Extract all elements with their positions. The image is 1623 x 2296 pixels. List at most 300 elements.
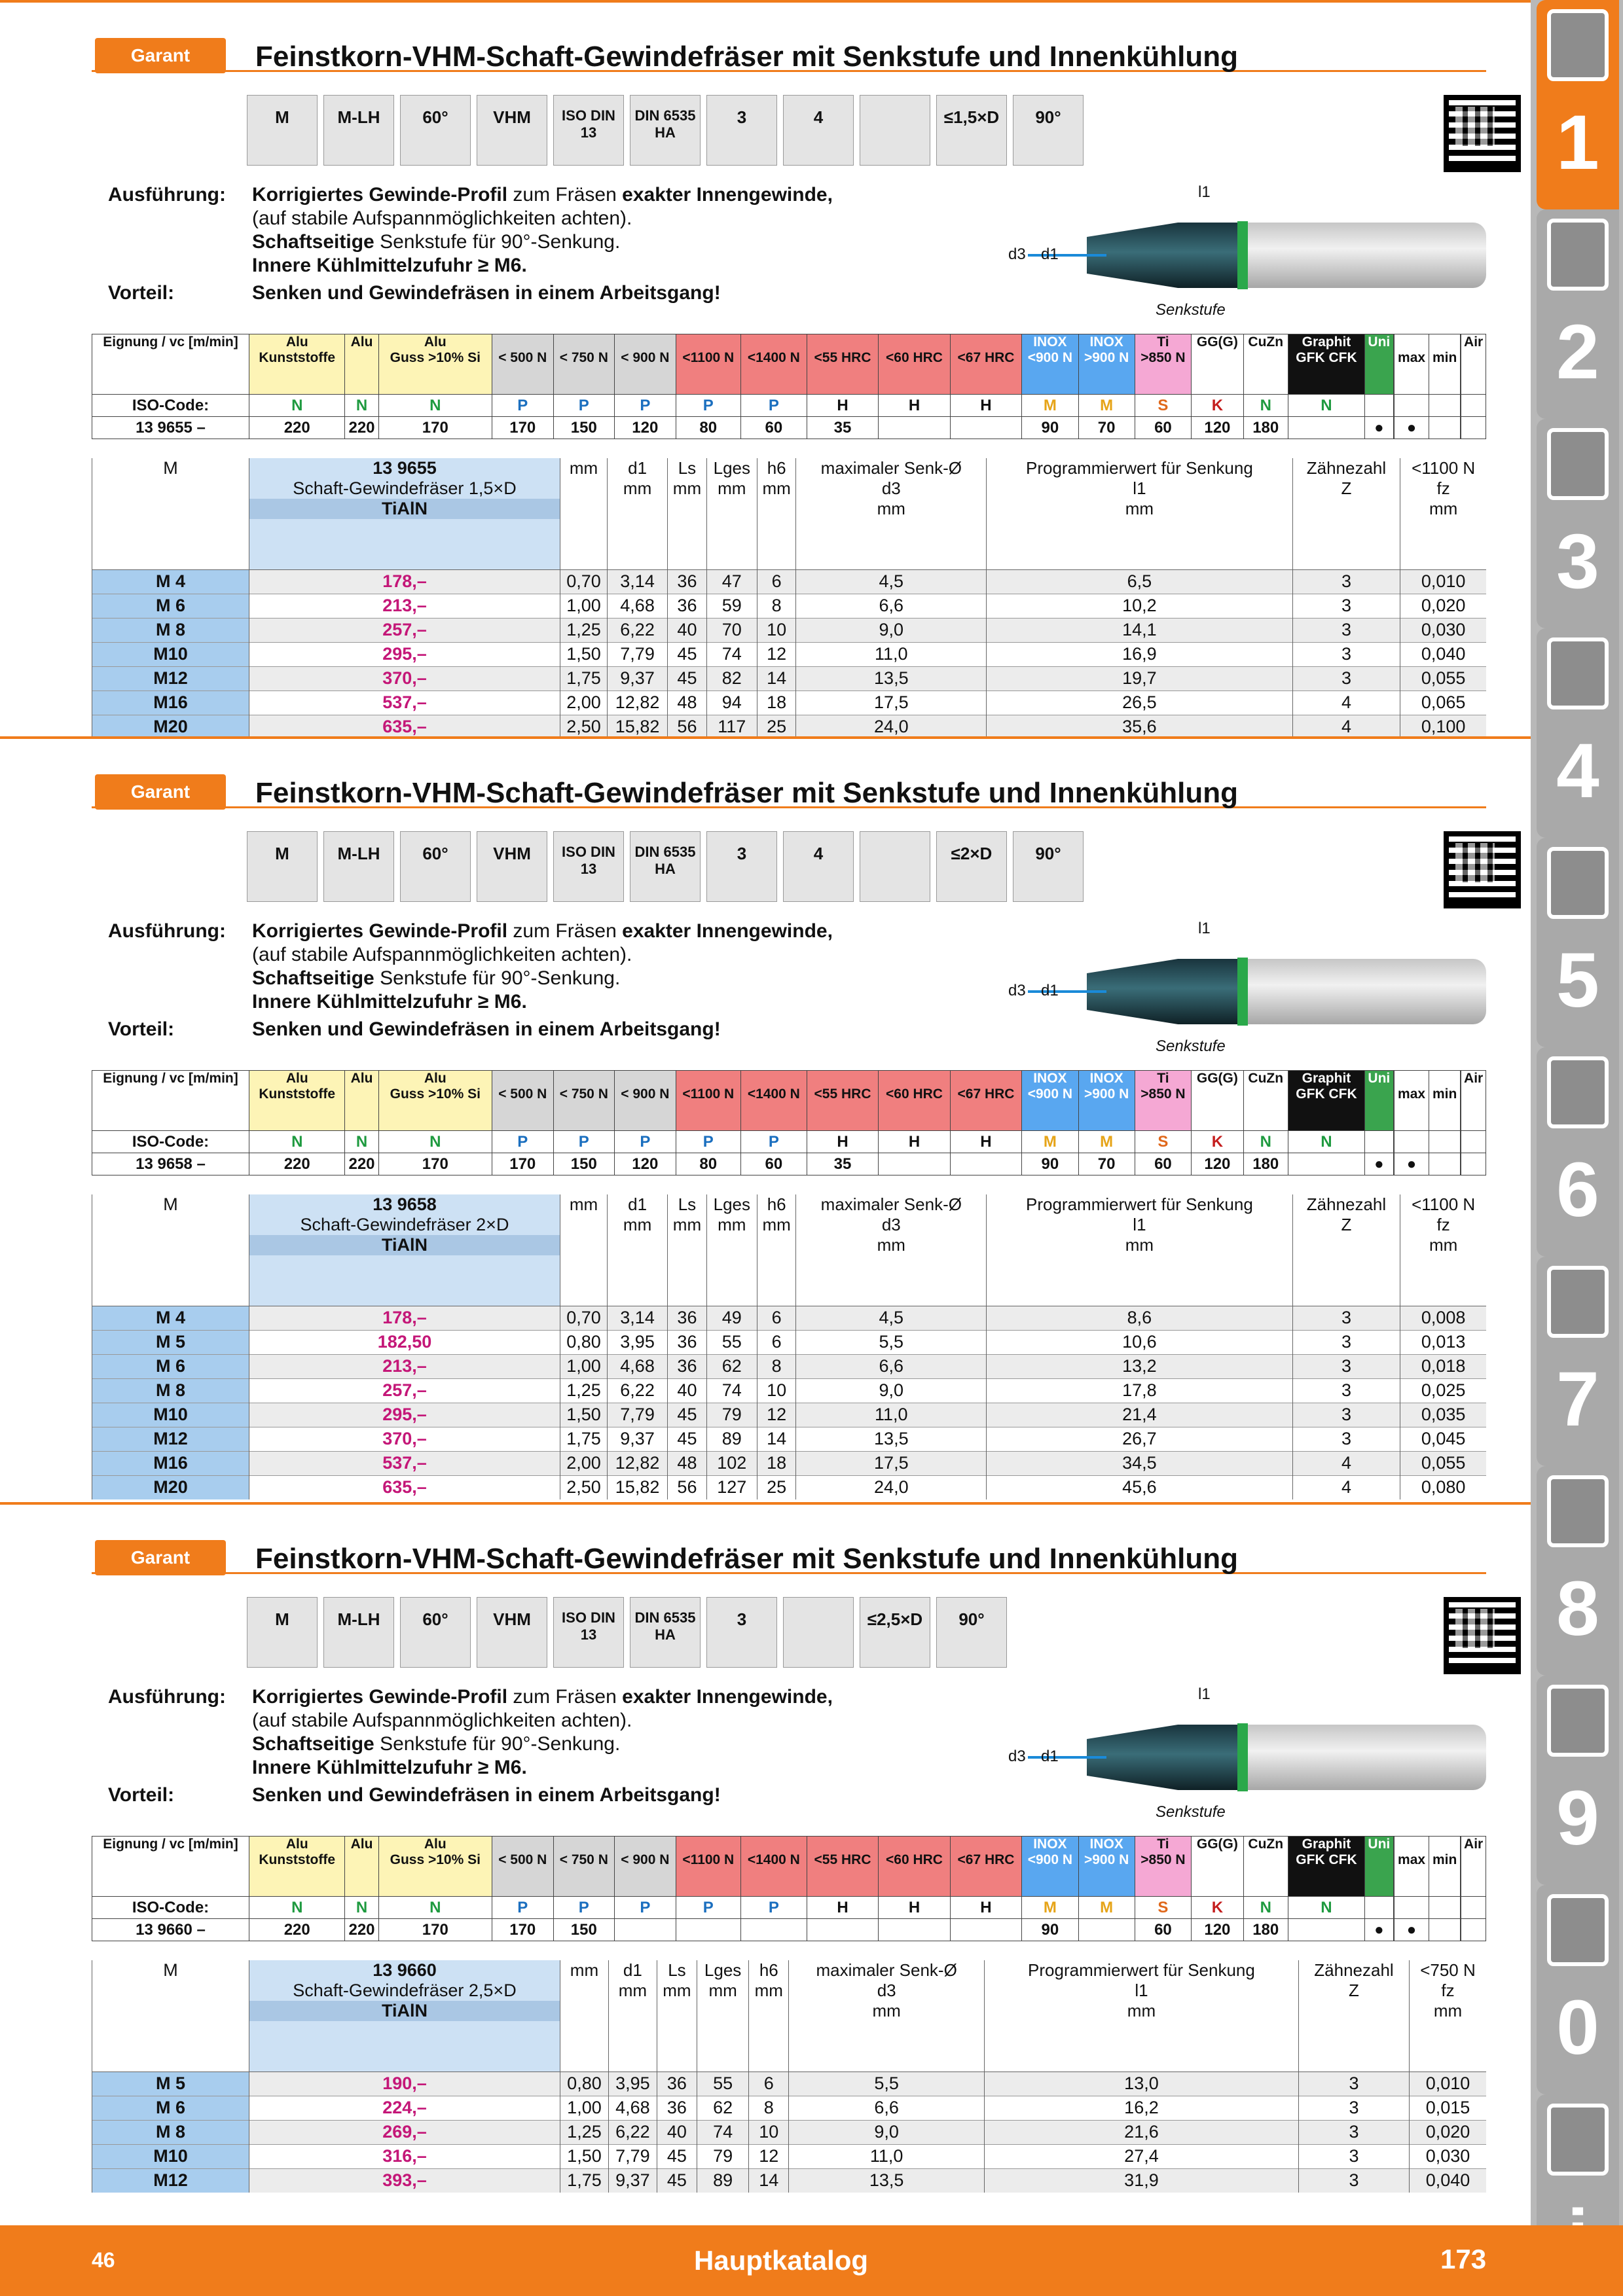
column-header: maximaler Senk-Ø d3 mm [796, 458, 987, 569]
tool-ring [1237, 221, 1248, 289]
four-flutes-icon: 4 [783, 95, 854, 166]
material-cell: Alu [345, 1071, 378, 1131]
iso-code: P [740, 1131, 807, 1153]
thread-size: M 6 [92, 1354, 249, 1378]
value-cell: 3 [1299, 2096, 1410, 2120]
value-cell: 6 [757, 1330, 796, 1354]
value-cell: 8 [757, 594, 796, 618]
material-row [92, 334, 1486, 395]
value-cell: 49 [706, 1306, 757, 1330]
column-header: h6 mm [757, 1194, 796, 1306]
value-cell: 3 [1292, 1427, 1400, 1451]
value-cell: 8 [757, 1354, 796, 1378]
d3-label: d3 [1008, 982, 1026, 999]
value-cell: 0,020 [1409, 2120, 1486, 2144]
chapter-number: 9 [1556, 1775, 1599, 1861]
vc-value: 220 [345, 417, 378, 439]
material-cell: < 500 N [492, 1071, 554, 1131]
vc-value [1288, 1919, 1364, 1941]
tool-drawing [989, 913, 1493, 1055]
senkstufe-label: Senkstufe [1156, 301, 1226, 319]
vc-value: 220 [249, 1919, 345, 1941]
thread-size: M 6 [92, 2096, 249, 2120]
din-6535-icon: DIN 6535 HA [630, 831, 701, 902]
iso-code: H [879, 1897, 950, 1919]
price[interactable]: 370,– [249, 666, 560, 691]
chapter-tab-0[interactable] [1537, 1885, 1619, 2094]
table-row [92, 1378, 1487, 1403]
column-header: Lges mm [706, 458, 757, 569]
value-cell: 13,5 [796, 1427, 987, 1451]
section-header [92, 1509, 1486, 1574]
vc-value: 180 [1243, 1153, 1288, 1175]
material-cell: Air [1461, 1837, 1486, 1897]
qr-code[interactable] [1444, 95, 1521, 172]
thread-size: M 8 [92, 1378, 249, 1403]
article-cell[interactable] [249, 1194, 560, 1306]
column-header: mm [560, 458, 608, 569]
chapter-number: 1 [1556, 99, 1599, 186]
value-cell: 70 [706, 618, 757, 642]
column-header: Zähnezahl Z [1292, 458, 1400, 569]
material-cell: Alu Kunststoffe [249, 334, 345, 395]
value-cell: 102 [706, 1451, 757, 1475]
value-cell: 13,0 [984, 2072, 1298, 2096]
table-row [92, 1427, 1487, 1451]
price[interactable]: 370,– [249, 1427, 560, 1451]
price[interactable]: 295,– [249, 642, 560, 666]
value-cell: 31,9 [984, 2168, 1298, 2193]
price[interactable]: 224,– [249, 2096, 560, 2120]
column-header: d1 mm [607, 458, 667, 569]
table-row [92, 642, 1487, 666]
iso-code: N [1288, 1897, 1364, 1919]
value-cell: 89 [697, 2168, 749, 2193]
iso-code: N [345, 1131, 378, 1153]
material-cell: Graphit GFK CFK [1288, 1071, 1364, 1131]
vc-value [676, 1919, 740, 1941]
iso-code: N [1243, 1897, 1288, 1919]
material-cell: Alu [345, 334, 378, 395]
vc-value: 120 [615, 1153, 676, 1175]
value-cell: 0,040 [1409, 2168, 1486, 2193]
table-row [92, 1330, 1487, 1354]
chapter-icon [1547, 1685, 1609, 1757]
price[interactable]: 316,– [249, 2144, 560, 2168]
value-cell: 3 [1292, 642, 1400, 666]
column-header: <1100 N fz mm [1400, 1194, 1486, 1306]
value-cell: 19,7 [987, 666, 1293, 691]
value-cell: 10 [757, 618, 796, 642]
value-cell: 21,4 [987, 1403, 1293, 1427]
chapter-tab-2[interactable] [1537, 209, 1619, 419]
iso-code: P [676, 1131, 740, 1153]
material-cell: Ti >850 N [1135, 1837, 1191, 1897]
vc-value: ● [1394, 1919, 1429, 1941]
angle-60-icon: 60° [400, 95, 471, 166]
iso-code: H [807, 395, 878, 417]
value-cell: 0,055 [1400, 666, 1486, 691]
thread-size: M20 [92, 1475, 249, 1499]
ausfuehrung-text: Korrigiertes Gewinde-Profil zum Fräsen exakter Innengewinde, (auf stabile Aufspannmöglichkeiten achten). Schaftseitige Senkstufe für 90°-Senkung. Innere Kühlmittelzufuhr ≥ M6. [252, 920, 833, 1013]
value-cell: 6 [749, 2072, 789, 2096]
iso-code [1461, 395, 1486, 417]
table-row [92, 2144, 1487, 2168]
iso-code: H [879, 1131, 950, 1153]
tool-drawing [989, 177, 1493, 319]
value-cell: 0,045 [1400, 1427, 1486, 1451]
price[interactable]: 182,50 [249, 1330, 560, 1354]
suitability-table [92, 1070, 1486, 1175]
material-cell: GG(G) [1192, 334, 1244, 395]
col-m: M [92, 458, 249, 569]
vc-value: 220 [249, 417, 345, 439]
column-header: h6 mm [749, 1960, 789, 2072]
value-cell: 10,6 [987, 1330, 1293, 1354]
vc-value: ● [1394, 417, 1429, 439]
column-header: <750 N fz mm [1409, 1960, 1486, 2072]
iso-code: M [1078, 395, 1135, 417]
value-cell: 5,5 [789, 2072, 985, 2096]
vc-value: 150 [553, 1919, 615, 1941]
article-number: 13 9658 [373, 1194, 437, 1214]
material-cell: Uni [1365, 1071, 1393, 1131]
table-row [92, 1451, 1487, 1475]
material-cell: <1400 N [740, 1837, 807, 1897]
value-cell: 13,5 [796, 666, 987, 691]
chapter-tab-1[interactable] [1537, 0, 1619, 209]
value-cell: 2,00 [560, 1451, 608, 1475]
vorteil-text: Senken und Gewindefräsen in einem Arbeitsgang! [252, 1018, 721, 1040]
chapter-tab-9[interactable] [1537, 1676, 1619, 1885]
thread-m-icon: M [247, 95, 318, 166]
price[interactable]: 269,– [249, 2120, 560, 2144]
three-flutes-icon: 3 [706, 831, 777, 902]
value-cell: 0,030 [1400, 618, 1486, 642]
iso-code: H [950, 1897, 1021, 1919]
value-cell: 4 [1292, 715, 1400, 739]
thread-size: M 5 [92, 1330, 249, 1354]
value-cell: 9,37 [608, 2168, 657, 2193]
material-cell: <55 HRC [807, 1837, 878, 1897]
article-name: Schaft-Gewindefräser 2×D [300, 1215, 509, 1234]
material-cell: GG(G) [1192, 1837, 1244, 1897]
material-cell: <67 HRC [950, 1071, 1021, 1131]
material-cell: max [1394, 334, 1429, 395]
material-cell: <1400 N [740, 334, 807, 395]
value-cell: 12 [757, 642, 796, 666]
column-header: Lges mm [706, 1194, 757, 1306]
l1-label: l1 [1198, 920, 1211, 937]
value-cell: 17,5 [796, 1451, 987, 1475]
iso-code [1394, 1131, 1429, 1153]
article-cell[interactable] [249, 1960, 560, 2072]
price[interactable]: 393,– [249, 2168, 560, 2193]
value-cell: 0,100 [1400, 715, 1486, 739]
value-cell: 4,68 [608, 2096, 657, 2120]
price[interactable]: 178,– [249, 569, 560, 594]
value-cell: 36 [657, 2096, 697, 2120]
depth-icon: ≤1,5×D [936, 95, 1007, 166]
d1-arrow [1028, 1756, 1106, 1759]
vc-value: 120 [1192, 1919, 1244, 1941]
chapter-tab-6[interactable] [1537, 1047, 1619, 1257]
thread-size: M12 [92, 666, 249, 691]
column-header: Programmierwert für Senkung l1 mm [984, 1960, 1298, 2072]
value-cell: 6,22 [608, 2120, 657, 2144]
vc-value: 90 [1022, 1153, 1078, 1175]
depth-icon: ≤2,5×D [860, 1597, 930, 1668]
value-cell: 3 [1292, 1306, 1400, 1330]
material-cell: Alu Kunststoffe [249, 1071, 345, 1131]
article-code: 13 9660 – [92, 1919, 249, 1941]
d1-arrow [1028, 990, 1106, 993]
l1-label: l1 [1198, 1685, 1211, 1703]
value-cell: 48 [668, 691, 707, 715]
din-6535-icon: DIN 6535 HA [630, 95, 701, 166]
table-row [92, 594, 1487, 618]
tool-ring [1237, 1723, 1248, 1791]
value-cell: 9,0 [796, 1378, 987, 1403]
iso-code: M [1078, 1897, 1135, 1919]
value-cell: 4 [1292, 1451, 1400, 1475]
value-cell: 55 [706, 1330, 757, 1354]
qr-code[interactable] [1444, 831, 1521, 908]
l1-label: l1 [1198, 183, 1211, 201]
value-cell: 9,0 [789, 2120, 985, 2144]
price[interactable]: 257,– [249, 618, 560, 642]
value-cell: 74 [706, 642, 757, 666]
material-cell: Ti >850 N [1135, 334, 1191, 395]
material-cell: INOX >900 N [1078, 1837, 1135, 1897]
chapter-number: 4 [1556, 728, 1599, 814]
value-cell: 24,0 [796, 1475, 987, 1499]
vc-value: ● [1394, 1153, 1429, 1175]
coating-label: TiAlN [249, 1235, 560, 1255]
value-cell: 26,5 [987, 691, 1293, 715]
material-cell: CuZn [1243, 334, 1288, 395]
value-cell: 89 [706, 1427, 757, 1451]
value-cell: 79 [697, 2144, 749, 2168]
value-cell: 36 [668, 594, 707, 618]
value-cell: 4 [1292, 1475, 1400, 1499]
value-cell: 6,6 [796, 594, 987, 618]
vc-value: 170 [378, 417, 492, 439]
iso-code [1365, 395, 1393, 417]
value-cell: 15,82 [607, 1475, 667, 1499]
value-cell: 3,14 [607, 569, 667, 594]
label-ausfuehrung: Ausführung: [108, 184, 226, 206]
thread-size: M10 [92, 642, 249, 666]
product-section [92, 0, 1486, 737]
value-cell: 48 [668, 1451, 707, 1475]
material-cell: < 900 N [615, 334, 676, 395]
chapter-tab-7[interactable] [1537, 1257, 1619, 1466]
d1-label: d1 [1041, 1748, 1059, 1765]
value-cell: 0,80 [560, 2072, 609, 2096]
three-flutes-icon: 3 [706, 1597, 777, 1668]
material-cell: Alu Guss >10% Si [378, 1837, 492, 1897]
iso-code: P [740, 395, 807, 417]
coating-label: TiAlN [249, 499, 560, 519]
chapter-icon [1547, 847, 1609, 919]
price[interactable]: 295,– [249, 1403, 560, 1427]
value-cell: 14 [749, 2168, 789, 2193]
chapter-tab-5[interactable] [1537, 838, 1619, 1047]
value-cell: 1,25 [560, 618, 608, 642]
value-cell: 13,5 [789, 2168, 985, 2193]
value-cell: 40 [657, 2120, 697, 2144]
material-cell: < 900 N [615, 1837, 676, 1897]
iso-code: S [1135, 1131, 1191, 1153]
column-header: Programmierwert für Senkung l1 mm [987, 1194, 1293, 1306]
din-6535-icon: DIN 6535 HA [630, 1597, 701, 1668]
value-cell: 17,5 [796, 691, 987, 715]
coolant-icon [783, 1597, 854, 1668]
value-cell: 12,82 [607, 1451, 667, 1475]
iso-code: M [1022, 395, 1078, 417]
thread-size: M12 [92, 2168, 249, 2193]
iso-code: N [378, 1897, 492, 1919]
column-header: Ls mm [668, 1194, 707, 1306]
material-cell: < 750 N [553, 1071, 615, 1131]
value-cell: 36 [668, 1330, 707, 1354]
vc-value: 120 [1192, 417, 1244, 439]
value-cell: 0,030 [1409, 2144, 1486, 2168]
vc-value [1429, 1919, 1461, 1941]
value-cell: 0,040 [1400, 642, 1486, 666]
price[interactable]: 537,– [249, 691, 560, 715]
vc-value: 220 [345, 1153, 378, 1175]
value-cell: 55 [697, 2072, 749, 2096]
vc-value: 170 [492, 1919, 554, 1941]
value-cell: 3 [1299, 2120, 1410, 2144]
iso-code: N [378, 395, 492, 417]
coolant-icon [860, 95, 930, 166]
price[interactable]: 635,– [249, 715, 560, 739]
vc-value [1078, 1919, 1135, 1941]
table-row [92, 666, 1487, 691]
iso-code: P [553, 395, 615, 417]
value-cell: 3 [1292, 1354, 1400, 1378]
table-row [92, 2120, 1487, 2144]
three-flutes-icon: 3 [706, 95, 777, 166]
value-cell: 25 [757, 1475, 796, 1499]
value-cell: 12,82 [607, 691, 667, 715]
value-cell: 36 [668, 569, 707, 594]
column-header: Ls mm [668, 458, 707, 569]
value-cell: 4,5 [796, 1306, 987, 1330]
vc-value [879, 1153, 950, 1175]
article-cell[interactable] [249, 458, 560, 569]
value-cell: 4 [1292, 691, 1400, 715]
vc-value: ● [1365, 417, 1393, 439]
table-row [92, 2072, 1487, 2096]
chapter-tab-3[interactable] [1537, 419, 1619, 628]
price[interactable]: 190,– [249, 2072, 560, 2096]
price[interactable]: 213,– [249, 1354, 560, 1378]
iso-code [1365, 1897, 1393, 1919]
value-cell: 0,025 [1400, 1378, 1486, 1403]
vc-value [950, 417, 1021, 439]
value-cell: 2,50 [560, 715, 608, 739]
value-cell: 56 [668, 1475, 707, 1499]
iso-code: H [950, 395, 1021, 417]
column-header: maximaler Senk-Ø d3 mm [796, 1194, 987, 1306]
material-cell: max [1394, 1071, 1429, 1131]
column-header: Zähnezahl Z [1292, 1194, 1400, 1306]
vc-row [92, 1153, 1486, 1175]
vc-value [950, 1919, 1021, 1941]
value-cell: 1,50 [560, 1403, 608, 1427]
vc-value: 150 [553, 417, 615, 439]
chapter-tab-4[interactable] [1537, 628, 1619, 838]
price[interactable]: 257,– [249, 1378, 560, 1403]
value-cell: 74 [706, 1378, 757, 1403]
value-cell: 0,065 [1400, 691, 1486, 715]
material-cell: Air [1461, 1071, 1486, 1131]
value-cell: 1,75 [560, 666, 608, 691]
vc-value: 60 [1135, 417, 1191, 439]
thread-size: M 8 [92, 618, 249, 642]
vc-value: 150 [553, 1153, 615, 1175]
iso-label: ISO-Code: [92, 1131, 249, 1153]
table-row [92, 715, 1487, 739]
value-cell: 36 [668, 1354, 707, 1378]
material-cell: min [1429, 1071, 1461, 1131]
article-code: 13 9658 – [92, 1153, 249, 1175]
value-cell: 3 [1292, 1378, 1400, 1403]
thread-size: M 4 [92, 569, 249, 594]
chapter-number: 7 [1556, 1356, 1599, 1443]
value-cell: 6 [757, 569, 796, 594]
iso-code: H [879, 395, 950, 417]
value-cell: 36 [668, 1306, 707, 1330]
vc-value: 90 [1022, 1919, 1078, 1941]
iso-code: N [249, 395, 345, 417]
dimension-table [92, 458, 1486, 739]
qr-code[interactable] [1444, 1597, 1521, 1674]
angle-60-icon: 60° [400, 831, 471, 902]
value-cell: 6,22 [607, 1378, 667, 1403]
iso-code: K [1192, 1131, 1244, 1153]
chapter-number: 3 [1556, 518, 1599, 605]
vc-value: 220 [249, 1153, 345, 1175]
thread-size: M12 [92, 1427, 249, 1451]
column-header: d1 mm [607, 1194, 667, 1306]
vc-value: 120 [1192, 1153, 1244, 1175]
value-cell: 6,22 [607, 618, 667, 642]
thread-size: M 5 [92, 2072, 249, 2096]
thread-size: M10 [92, 1403, 249, 1427]
label-ausfuehrung: Ausführung: [108, 920, 226, 942]
column-header: h6 mm [757, 458, 796, 569]
material-cell: min [1429, 1837, 1461, 1897]
value-cell: 47 [706, 569, 757, 594]
material-cell: Graphit GFK CFK [1288, 334, 1364, 395]
value-cell: 10 [749, 2120, 789, 2144]
chapter-tab-8[interactable] [1537, 1466, 1619, 1676]
iso-code: N [249, 1131, 345, 1153]
vc-value: 220 [345, 1919, 378, 1941]
price[interactable]: 178,– [249, 1306, 560, 1330]
iso-code [1429, 1897, 1461, 1919]
dimension-header [92, 1194, 1487, 1306]
price[interactable]: 635,– [249, 1475, 560, 1499]
price[interactable]: 537,– [249, 1451, 560, 1475]
suitability-table [92, 334, 1486, 439]
price[interactable]: 213,– [249, 594, 560, 618]
